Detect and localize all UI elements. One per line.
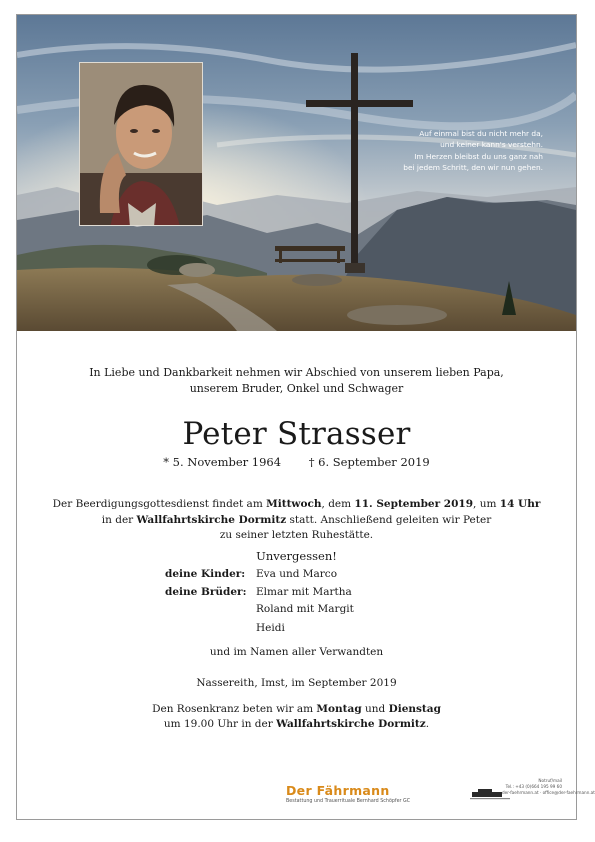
weekday: Dienstag bbox=[388, 703, 441, 715]
text: . bbox=[425, 718, 430, 730]
poem-line: und keiner kann's verstehn. bbox=[440, 140, 543, 150]
service-time: 14 Uhr bbox=[499, 498, 541, 510]
text: Den Rosenkranz beten wir am bbox=[152, 703, 317, 715]
church-name: Wallfahrtskirche Dormitz bbox=[136, 513, 287, 526]
text: in der bbox=[101, 513, 137, 526]
family-names: Elmar mit Martha bbox=[256, 585, 352, 598]
poem-line: Im Herzen bleibst du uns ganz nah bbox=[414, 151, 543, 161]
life-dates bbox=[17, 454, 576, 470]
poem-line: Auf einmal bist du nicht mehr da, bbox=[419, 129, 543, 138]
contact-line: der-faehrmann.at · office@der-faehrmann.at bbox=[502, 790, 595, 795]
poem-line: bei jedem Schritt, den wir nun gehen. bbox=[403, 163, 543, 173]
text: Der Beerdigungsgottesdienst findet am bbox=[52, 498, 267, 510]
contact-line: Tel.: +43 (0)664 195 99 60 bbox=[505, 784, 562, 789]
intro-text bbox=[17, 365, 576, 397]
family-names: Roland mit Margit bbox=[256, 603, 354, 615]
logo-subtitle: Bestattung und Trauerrituale Bernhard Schöpfer GC bbox=[286, 799, 411, 804]
text: um 19.00 Uhr in der bbox=[163, 718, 277, 730]
deceased-name: Peter Strasser bbox=[182, 416, 411, 452]
place-date: Nassereith, Imst, im September 2019 bbox=[196, 677, 397, 689]
weekday: Mittwoch bbox=[266, 498, 322, 510]
church-name: Wallfahrtskirche Dormitz bbox=[276, 718, 426, 730]
rosary-text bbox=[17, 702, 576, 732]
family-names: Heidi bbox=[256, 622, 285, 634]
contact-info bbox=[502, 778, 595, 796]
unvergessen-heading: Unvergessen! bbox=[256, 549, 337, 563]
funeral-service-text bbox=[17, 497, 576, 544]
weekday: Montag bbox=[316, 703, 362, 715]
intro-line-2: unserem Bruder, Onkel und Schwager bbox=[189, 382, 404, 395]
logo-text: Der Fährmann bbox=[286, 783, 390, 798]
poem-overlay bbox=[370, 128, 543, 174]
text: , dem bbox=[321, 498, 355, 510]
family-label: deine Brüder: bbox=[165, 585, 247, 598]
text: zu seiner letzten Ruhestätte. bbox=[219, 529, 374, 541]
service-date: 11. September 2019 bbox=[354, 498, 474, 510]
family-label: deine Kinder: bbox=[165, 568, 246, 580]
contact-line: Notruf/mail bbox=[538, 778, 562, 783]
text: , um bbox=[473, 498, 500, 510]
text: statt. Anschließend geleiten wir Peter bbox=[286, 513, 492, 526]
funeral-home-logo bbox=[286, 783, 410, 804]
birth-date: * 5. November 1964 bbox=[163, 455, 282, 469]
family-names: Eva und Marco bbox=[256, 568, 338, 580]
intro-line-1: In Liebe und Dankbarkeit nehmen wir Abschied von unserem lieben Papa, bbox=[89, 366, 504, 379]
relatives-line: und im Namen aller Verwandten bbox=[209, 646, 384, 658]
portrait-photo bbox=[79, 62, 203, 226]
text: und bbox=[361, 703, 389, 715]
death-date: † 6. September 2019 bbox=[308, 455, 430, 469]
